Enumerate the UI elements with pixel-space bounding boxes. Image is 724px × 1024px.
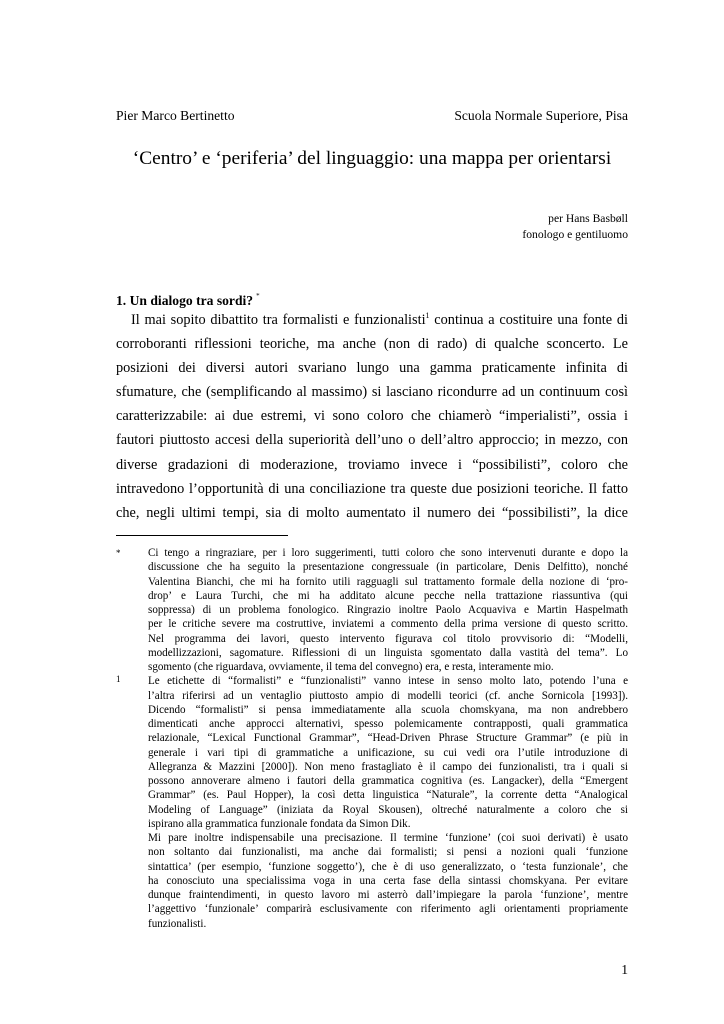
- body-line: posizioni dei diversi autori svariano lungo una gamma praticamente infinita di: [116, 360, 628, 377]
- footnote-line: generale i vari tipi di grammatiche a unificazione, su cui vedi ora l’utile introduzione di: [148, 746, 628, 759]
- body-line: fautori piuttosto accesi della superiorità dell’uno o dell’altro approccio; in mezzo, con: [116, 432, 628, 449]
- footnote-line: relazionale, “Lexical Functional Grammar”, “Head-Driven Phrase Structure Grammar” (e più in: [148, 732, 628, 745]
- body-line: corroboranti riflessioni teoriche, ma anche (non di rado) di qualche sconcerto. Le: [116, 336, 628, 353]
- footnote-line: drop’ e Laura Turchi, che mi ha additato alcune pecche nella trattazione riassuntiva (qui: [148, 589, 628, 602]
- page-number: 1: [621, 962, 628, 977]
- footnote-line: Valentina Bianchi, che mi ha fornito utili ragguagli sul trattamento formale della nozione di ‘pro-: [148, 575, 628, 588]
- section-heading-text: 1. Un dialogo tra sordi?: [116, 293, 254, 308]
- footnote-line: Dicendo “formalisti” si pensa immediatamente alla scuola chomskyana, ma non andrebbero: [148, 703, 628, 716]
- footnote-line: Ci tengo a ringraziare, per i loro suggerimenti, tutti coloro che sono intervenuti durante e dopo la: [148, 547, 628, 559]
- footnote-line: possono annoverare almeno i fautori della grammatica cognitiva (es. Langacker), della “Emergent: [148, 775, 628, 787]
- section-heading: [116, 288, 260, 309]
- footnote-line: Allegranza & Mazzini [2000]). Non meno frastagliato è il campo dei funzionalisti, tra i quali si: [148, 760, 628, 773]
- footnote-line: l’aggettivo ‘funzionale’ comparirà esclusivamente con riferimento agli orientamenti propriamente: [148, 903, 628, 916]
- body-paragraph: [116, 308, 628, 525]
- footnote-line: discussione che ha seguito la presentazione congressuale (in particolare, Denis Delfitto), nonché: [148, 561, 628, 574]
- body-line: Il mai sopito dibattito tra formalisti e funzionalisti$^1$ continua a costituire una fonte di: [131, 311, 628, 328]
- footnote-line: Grammar” (es. Paul Hopper), la così detta linguistica “Naturale”, la corrente detta “Analogical: [148, 789, 628, 802]
- footnote-line: per le critiche severe ma costruttive, inviatemi a commento della prima versione di questo scritto.: [148, 618, 628, 631]
- footnote-line: soppressa) di un problema fonologico. Ringrazio inoltre Paolo Acquaviva e Martin Haspelmath: [148, 604, 628, 616]
- header-institution: Scuola Normale Superiore, Pisa: [454, 108, 628, 123]
- footnote-line: sgomento (che riguardava, ovviamente, il tema del convegno) era, e resta, interamente mio.: [148, 661, 554, 673]
- body-line: che, negli ultimi tempi, sia di molto aumentato il numero dei “possibilisti”, la dice: [116, 504, 628, 521]
- body-line: intravedono l’opportunità di una conciliazione tra queste due posizioni teoriche. Il fatto: [116, 480, 628, 497]
- footnote-line: modellizzazioni, sagomature. Riflessioni di un linguista sgomentato dalla vastità del tema”. Lo: [148, 646, 628, 659]
- footnote-marker-star[interactable]: *: [256, 292, 260, 300]
- footnote-divider: [116, 535, 288, 536]
- footnote-mark: *: [116, 548, 121, 558]
- footnote-line: non soltanto dai funzionalisti, ma anche dai formalisti; si pensi a nozioni quali ‘funzione: [148, 846, 628, 859]
- footnote-line: Nel programma dei lavori, questo intervento figurava col titolo provvisorio di: “Modelli,: [148, 632, 628, 645]
- footnotes: [116, 546, 628, 931]
- footnote-line: Mi pare inoltre indispensabile una precisazione. Il termine ‘funzione’ (coi suoi derivati) è usato: [148, 832, 628, 844]
- footnote-line: ha conosciuto una specialissima voga in una certa fase della sintassi chomskyana. Per evitare: [148, 874, 628, 887]
- header-author: Pier Marco Bertinetto: [116, 108, 235, 123]
- footnote-star: [116, 546, 628, 674]
- footnote-line: Modeling of Language” (iniziata da Royal Skousen), oltreché naturalmente a coloro che si: [148, 803, 628, 816]
- footnote-line: l’altra riferirsi ad un ventaglio piuttosto ampio di modelli teorici (cf. anche Sornicola [1993]).: [148, 689, 628, 702]
- body-line: caratterizzabile: ai due estremi, vi sono coloro che chiamerò “imperialisti”, ossia i: [116, 408, 628, 425]
- footnote-ref-1[interactable]: 1: [425, 311, 430, 320]
- dedication-line-2: fonologo e gentiluomo: [522, 228, 628, 241]
- footnote-line: ispirano alla grammatica funzionale fondata da Simon Dik.: [148, 817, 411, 830]
- dedication-line-1: per Hans Basbøll: [548, 212, 628, 225]
- footnote-line: dimenticati anche approcci alternativi, spesso polemicamente contrapposti, quali grammatica: [148, 718, 628, 730]
- footnote-line: sintattica’ (per esempio, ‘funzione soggetto’), che è di uso generalizzato, o ‘testa funzionale’, che: [148, 860, 628, 873]
- footnote-1: [116, 674, 628, 931]
- footnote-line: dunque fraintendimenti, in questo lavoro mi asterrò dall’impiegare la parola ‘funzione’, mentre: [148, 889, 628, 901]
- footnote-line: Le etichette di “formalisti” e “funzionalisti” vanno intese in senso molto lato, potendo l’una e: [148, 675, 628, 688]
- paper-title: ‘Centro’ e ‘periferia’ del linguaggio: una mappa per orientarsi: [132, 148, 612, 169]
- footnote-mark: 1: [116, 674, 121, 685]
- body-line: sfumature, che (semplificando al massimo) si lasciano ricondurre ad un continuum così: [116, 384, 628, 401]
- body-line: diverse gradazioni di moderazione, troviamo invece i “possibilisti”, coloro che: [116, 456, 628, 473]
- footnote-line: funzionalisti.: [148, 917, 207, 930]
